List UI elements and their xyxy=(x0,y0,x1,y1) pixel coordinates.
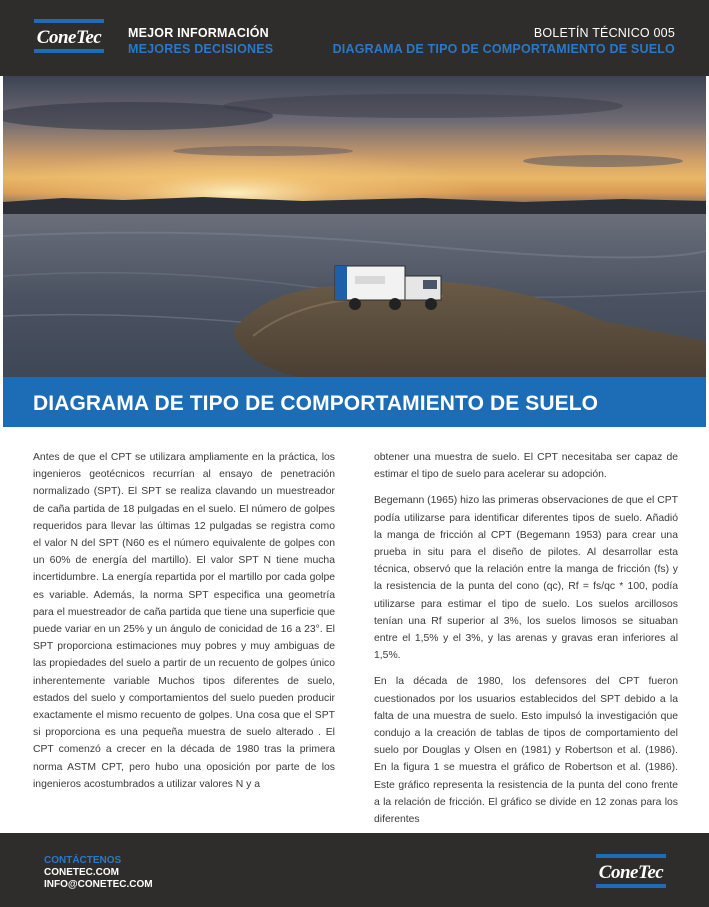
left-column xyxy=(33,449,335,802)
conetec-logo: ConeTec xyxy=(34,19,104,53)
body-paragraph: obtener una muestra de suelo. El CPT necesitaba ser capaz de estimar el tipo de suelo para acelerar su adopción. xyxy=(374,452,678,481)
footer-conetec-logo: ConeTec xyxy=(596,854,666,888)
tagline xyxy=(128,25,273,57)
contact-heading: CONTÁCTENOS xyxy=(44,855,122,866)
body-paragraph: Begemann (1965) hizo las primeras observaciones de que el CPT podía utilizarse para identificar diferentes tipos de suelo. Añadió la manga de fricción al CPT (Begemann 1953) para crear una prueba in situ para el diseño de pilotes. Al desarrollar esta técnica, observó que la relación entre la manga de fricción (fs) y la resistencia de la punta del cono (qc), Rf = fs/qc * 100, podía utilizarse para estimar el tipo de suelo. Los suelos arcillosos tenían una Rf superior al 3%, los suelos limosos se situaban entre el 1,5% y el 3%, y las arenas y gravas eran inferiores al 1,5%. xyxy=(374,495,678,662)
truck-on-shore-photo-icon xyxy=(3,76,706,378)
title-bar xyxy=(3,377,706,427)
hero-photo xyxy=(3,76,706,378)
email-link[interactable]: INFO@CONETEC.COM xyxy=(44,879,153,890)
tagline-line-1: MEJOR INFORMACIÓN xyxy=(128,26,269,40)
page-header xyxy=(0,0,709,76)
contact-block xyxy=(44,855,153,891)
document-title: DIAGRAMA DE TIPO DE COMPORTAMIENTO DE SUELO xyxy=(33,392,599,415)
page-footer xyxy=(0,833,709,907)
body-paragraph: Antes de que el CPT se utilizara ampliamente en la práctica, los ingenieros geotécnicos recurrían al ensayo de penetración normalizado (SPT). El SPT se realiza clavando un muestreador de caña partida de 18 pulgadas en el suelo. El número de golpes requeridos para llevar las últimas 12 pulgadas se registra como el valor N del SPT (N60 es el número equivalente de golpes con un 60% de energía del martillo). El valor SPT N tiene mucha incertidumbre. La energía repartida por el martillo por cada golpe es variable. Además, la norma SPT especifica una geometría para el muestreador de caña partida que tiene una superficie que puede variar en un 25% y un ángulo de conicidad de 16 a 23°. El SPT proporciona estimaciones muy pobres y muy ambiguas de las propiedades del suelo a partir de un recuento de golpes único inherentemente variable Muchos tipos diferentes de suelo, estados del suelo y comportamientos del suelo pueden producir exactamente el mismo recuento de golpes. Una cosa que el SPT si proporciona es una pequeña muestra de suelo alterado . El CPT comenzó a crecer en la década de 1980 tras la primera norma ASTM CPT, pero hubo una oposición por parte de los ingenieros acostumbrados a utilizar valores N y a xyxy=(33,452,335,790)
tagline-line-2: MEJORES DECISIONES xyxy=(128,42,274,56)
bulletin-subject: DIAGRAMA DE TIPO DE COMPORTAMIENTO DE SUELO xyxy=(332,42,675,56)
bulletin-number: BOLETÍN TÉCNICO 005 xyxy=(533,26,675,40)
website-link[interactable]: CONETEC.COM xyxy=(44,867,119,878)
bulletin-label xyxy=(333,25,675,57)
body-paragraph: En la década de 1980, los defensores del CPT fueron cuestionados por los usuarios establecidos del SPT debido a la falta de una muestra de suelo. Esto impulsó la investigación que condujo a la creación de tablas de tipos de comportamiento del suelo por Douglas y Olsen en (1981) y Robertson et al. (1986). En la figura 1 se muestra el gráfico de Robertson et al. (1986). Este gráfico representa la resistencia de la punta del cono frente a la relación de fricción. El gráfico se divide en 12 zonas para los diferentes xyxy=(374,676,678,826)
right-column xyxy=(374,449,678,837)
